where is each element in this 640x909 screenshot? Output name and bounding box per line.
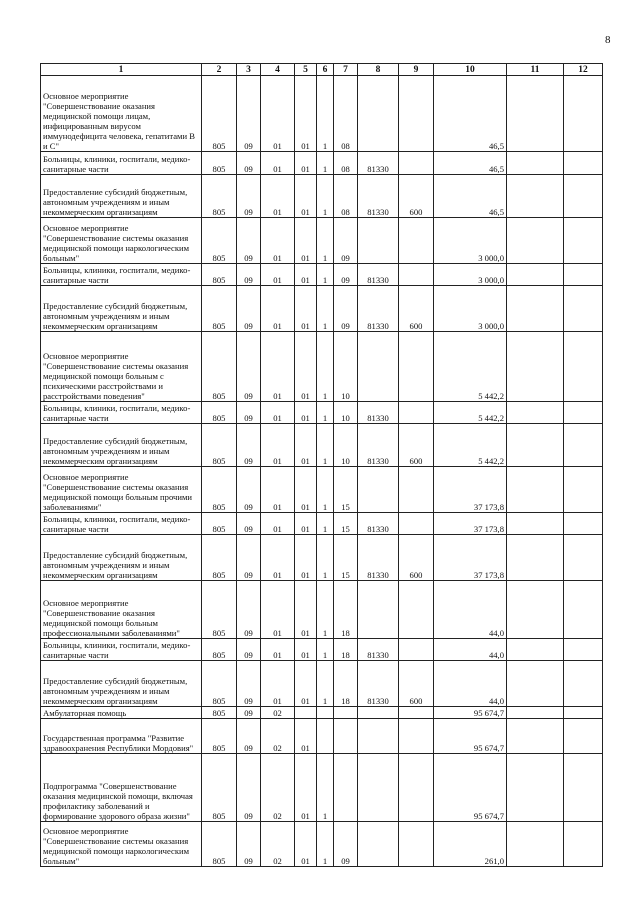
cell-col9: 600 (399, 286, 434, 332)
cell-col11 (507, 218, 564, 264)
cell-col4: 01 (261, 76, 295, 152)
row-description: Больницы, клиники, госпитали, медико-санитарные части (41, 639, 202, 661)
cell-col11 (507, 719, 564, 754)
cell-col12 (564, 76, 603, 152)
row-description: Основное мероприятие "Совершенствование системы оказания медицинской помощи больным с психическими расстройствами и расстройствами поведения" (41, 332, 202, 402)
cell-col2: 805 (202, 218, 237, 264)
cell-col5 (295, 707, 317, 719)
cell-col5: 01 (295, 175, 317, 218)
cell-col2: 805 (202, 661, 237, 707)
cell-col7 (334, 719, 358, 754)
cell-col3: 09 (237, 402, 261, 424)
cell-col2: 805 (202, 286, 237, 332)
cell-col12 (564, 424, 603, 467)
cell-col12 (564, 467, 603, 513)
cell-col4: 01 (261, 467, 295, 513)
cell-col12 (564, 264, 603, 286)
row-description: Предоставление субсидий бюджетным, автономным учреждениям и иным некоммерческим организациям (41, 661, 202, 707)
cell-col7: 10 (334, 332, 358, 402)
table-row (41, 639, 603, 661)
amount-cell: 95 674,7 (434, 707, 507, 719)
table-header-row (41, 64, 603, 76)
cell-col8: 81330 (358, 175, 399, 218)
table-row (41, 707, 603, 719)
cell-col4: 02 (261, 707, 295, 719)
cell-col12 (564, 639, 603, 661)
row-description: Предоставление субсидий бюджетным, автономным учреждениям и иным некоммерческим организациям (41, 286, 202, 332)
cell-col4: 01 (261, 175, 295, 218)
amount-cell: 37 173,8 (434, 513, 507, 535)
cell-col8: 81330 (358, 152, 399, 175)
cell-col9 (399, 581, 434, 639)
cell-col6: 1 (317, 218, 334, 264)
cell-col4: 01 (261, 639, 295, 661)
cell-col5: 01 (295, 513, 317, 535)
row-description: Основное мероприятие "Совершенствование оказания медицинской помощи лицам, инфицированным вирусом иммунодефицита человека, гепатитами В и С" (41, 76, 202, 152)
cell-col6: 1 (317, 286, 334, 332)
cell-col2: 805 (202, 581, 237, 639)
cell-col2: 805 (202, 175, 237, 218)
cell-col11 (507, 286, 564, 332)
cell-col3: 09 (237, 661, 261, 707)
cell-col11 (507, 535, 564, 581)
cell-col6: 1 (317, 467, 334, 513)
cell-col8: 81330 (358, 286, 399, 332)
cell-col6: 1 (317, 581, 334, 639)
cell-col9 (399, 719, 434, 754)
cell-col2: 805 (202, 467, 237, 513)
cell-col6: 1 (317, 535, 334, 581)
cell-col9 (399, 152, 434, 175)
row-description: Предоставление субсидий бюджетным, автономным учреждениям и иным некоммерческим организациям (41, 424, 202, 467)
col-header: 6 (317, 64, 334, 76)
table-row (41, 467, 603, 513)
cell-col3: 09 (237, 719, 261, 754)
table-row (41, 535, 603, 581)
cell-col5: 01 (295, 76, 317, 152)
cell-col11 (507, 754, 564, 822)
table-row (41, 76, 603, 152)
budget-table (40, 63, 603, 867)
cell-col8 (358, 707, 399, 719)
cell-col3: 09 (237, 424, 261, 467)
table-row (41, 661, 603, 707)
cell-col6: 1 (317, 402, 334, 424)
cell-col3: 09 (237, 467, 261, 513)
amount-cell: 95 674,7 (434, 719, 507, 754)
cell-col4: 01 (261, 218, 295, 264)
cell-col8: 81330 (358, 513, 399, 535)
cell-col4: 01 (261, 264, 295, 286)
amount-cell: 3 000,0 (434, 264, 507, 286)
cell-col8 (358, 467, 399, 513)
cell-col5: 01 (295, 581, 317, 639)
cell-col4: 02 (261, 719, 295, 754)
cell-col8 (358, 332, 399, 402)
cell-col5: 01 (295, 639, 317, 661)
cell-col5: 01 (295, 822, 317, 867)
amount-cell: 261,0 (434, 822, 507, 867)
cell-col12 (564, 286, 603, 332)
cell-col12 (564, 581, 603, 639)
amount-cell: 95 674,7 (434, 754, 507, 822)
col-header: 10 (434, 64, 507, 76)
cell-col3: 09 (237, 286, 261, 332)
row-description: Амбулаторная помощь (41, 707, 202, 719)
cell-col9 (399, 467, 434, 513)
cell-col9 (399, 218, 434, 264)
cell-col3: 09 (237, 581, 261, 639)
cell-col2: 805 (202, 719, 237, 754)
col-header: 5 (295, 64, 317, 76)
cell-col6: 1 (317, 76, 334, 152)
cell-col7: 08 (334, 175, 358, 218)
cell-col7: 15 (334, 535, 358, 581)
amount-cell: 5 442,2 (434, 332, 507, 402)
cell-col5: 01 (295, 332, 317, 402)
table-row (41, 175, 603, 218)
cell-col3: 09 (237, 822, 261, 867)
cell-col8: 81330 (358, 535, 399, 581)
cell-col3: 09 (237, 332, 261, 402)
row-description: Предоставление субсидий бюджетным, автономным учреждениям и иным некоммерческим организациям (41, 535, 202, 581)
cell-col2: 805 (202, 535, 237, 581)
cell-col5: 01 (295, 754, 317, 822)
cell-col4: 02 (261, 822, 295, 867)
cell-col4: 01 (261, 152, 295, 175)
cell-col2: 805 (202, 152, 237, 175)
col-header: 7 (334, 64, 358, 76)
cell-col8: 81330 (358, 264, 399, 286)
cell-col11 (507, 76, 564, 152)
cell-col3: 09 (237, 535, 261, 581)
cell-col12 (564, 707, 603, 719)
amount-cell: 44,0 (434, 581, 507, 639)
cell-col2: 805 (202, 402, 237, 424)
cell-col8 (358, 822, 399, 867)
cell-col12 (564, 822, 603, 867)
amount-cell: 5 442,2 (434, 424, 507, 467)
cell-col12 (564, 218, 603, 264)
cell-col3: 09 (237, 175, 261, 218)
cell-col9: 600 (399, 535, 434, 581)
cell-col2: 805 (202, 513, 237, 535)
cell-col3: 09 (237, 754, 261, 822)
cell-col9 (399, 822, 434, 867)
row-description: Подпрограмма "Совершенствование оказания медицинской помощи, включая профилактику заболеваний и формирование здорового образа жизни" (41, 754, 202, 822)
amount-cell: 46,5 (434, 76, 507, 152)
cell-col12 (564, 513, 603, 535)
cell-col2: 805 (202, 424, 237, 467)
cell-col11 (507, 175, 564, 218)
cell-col2: 805 (202, 76, 237, 152)
cell-col12 (564, 535, 603, 581)
table-row (41, 822, 603, 867)
amount-cell: 44,0 (434, 661, 507, 707)
cell-col2: 805 (202, 754, 237, 822)
cell-col7: 15 (334, 467, 358, 513)
cell-col9 (399, 707, 434, 719)
cell-col9 (399, 402, 434, 424)
cell-col12 (564, 332, 603, 402)
cell-col8 (358, 754, 399, 822)
cell-col11 (507, 424, 564, 467)
cell-col12 (564, 719, 603, 754)
cell-col2: 805 (202, 332, 237, 402)
amount-cell: 46,5 (434, 152, 507, 175)
row-description: Основное мероприятие "Совершенствование системы оказания медицинской помощи наркологическим больным" (41, 218, 202, 264)
cell-col11 (507, 152, 564, 175)
cell-col6: 1 (317, 175, 334, 218)
cell-col7: 18 (334, 581, 358, 639)
cell-col5: 01 (295, 402, 317, 424)
cell-col3: 09 (237, 76, 261, 152)
cell-col6: 1 (317, 822, 334, 867)
cell-col3: 09 (237, 707, 261, 719)
table-row (41, 152, 603, 175)
cell-col6: 1 (317, 264, 334, 286)
cell-col7 (334, 707, 358, 719)
cell-col4: 01 (261, 661, 295, 707)
cell-col2: 805 (202, 264, 237, 286)
cell-col7: 15 (334, 513, 358, 535)
cell-col11 (507, 707, 564, 719)
cell-col11 (507, 581, 564, 639)
cell-col5: 01 (295, 218, 317, 264)
cell-col12 (564, 152, 603, 175)
cell-col5: 01 (295, 286, 317, 332)
cell-col8 (358, 581, 399, 639)
cell-col11 (507, 264, 564, 286)
cell-col2: 805 (202, 707, 237, 719)
cell-col7: 18 (334, 661, 358, 707)
cell-col3: 09 (237, 218, 261, 264)
col-header: 2 (202, 64, 237, 76)
col-header: 12 (564, 64, 603, 76)
cell-col7: 09 (334, 264, 358, 286)
cell-col7: 09 (334, 822, 358, 867)
table-row (41, 754, 603, 822)
cell-col11 (507, 822, 564, 867)
table-row (41, 332, 603, 402)
cell-col4: 01 (261, 286, 295, 332)
col-header: 9 (399, 64, 434, 76)
cell-col11 (507, 639, 564, 661)
col-header: 11 (507, 64, 564, 76)
cell-col5: 01 (295, 424, 317, 467)
cell-col2: 805 (202, 822, 237, 867)
cell-col9 (399, 639, 434, 661)
table-row (41, 286, 603, 332)
cell-col3: 09 (237, 513, 261, 535)
cell-col5: 01 (295, 661, 317, 707)
cell-col8: 81330 (358, 639, 399, 661)
table-row (41, 581, 603, 639)
cell-col3: 09 (237, 264, 261, 286)
cell-col4: 01 (261, 402, 295, 424)
cell-col9 (399, 754, 434, 822)
row-description: Больницы, клиники, госпитали, медико-санитарные части (41, 264, 202, 286)
cell-col6: 1 (317, 332, 334, 402)
amount-cell: 37 173,8 (434, 535, 507, 581)
cell-col5: 01 (295, 467, 317, 513)
row-description: Больницы, клиники, госпитали, медико-санитарные части (41, 513, 202, 535)
cell-col5: 01 (295, 152, 317, 175)
cell-col11 (507, 513, 564, 535)
cell-col11 (507, 402, 564, 424)
cell-col6: 1 (317, 152, 334, 175)
cell-col2: 805 (202, 639, 237, 661)
cell-col6: 1 (317, 661, 334, 707)
cell-col4: 01 (261, 424, 295, 467)
row-description: Предоставление субсидий бюджетным, автономным учреждениям и иным некоммерческим организациям (41, 175, 202, 218)
cell-col5: 01 (295, 264, 317, 286)
row-description: Основное мероприятие "Совершенствование оказания медицинской помощи больным профессиональными заболеваниями" (41, 581, 202, 639)
cell-col9: 600 (399, 661, 434, 707)
table-row (41, 264, 603, 286)
cell-col6: 1 (317, 424, 334, 467)
cell-col4: 01 (261, 535, 295, 581)
row-description: Основное мероприятие "Совершенствование системы оказания медицинской помощи больным прочими заболеваниями" (41, 467, 202, 513)
cell-col8 (358, 218, 399, 264)
cell-col12 (564, 754, 603, 822)
row-description: Больницы, клиники, госпитали, медико-санитарные части (41, 152, 202, 175)
cell-col5: 01 (295, 535, 317, 581)
cell-col9: 600 (399, 424, 434, 467)
col-header: 4 (261, 64, 295, 76)
cell-col3: 09 (237, 152, 261, 175)
cell-col12 (564, 175, 603, 218)
amount-cell: 44,0 (434, 639, 507, 661)
table-row (41, 218, 603, 264)
cell-col9: 600 (399, 175, 434, 218)
amount-cell: 37 173,8 (434, 467, 507, 513)
cell-col6: 1 (317, 513, 334, 535)
cell-col7: 09 (334, 286, 358, 332)
cell-col3: 09 (237, 639, 261, 661)
cell-col7: 09 (334, 218, 358, 264)
cell-col7: 08 (334, 76, 358, 152)
cell-col4: 01 (261, 581, 295, 639)
amount-cell: 5 442,2 (434, 402, 507, 424)
row-description: Государственная программа "Развитие здравоохранения Республики Мордовия" (41, 719, 202, 754)
cell-col7: 08 (334, 152, 358, 175)
amount-cell: 46,5 (434, 175, 507, 218)
cell-col7: 18 (334, 639, 358, 661)
cell-col6 (317, 707, 334, 719)
cell-col5: 01 (295, 719, 317, 754)
col-header: 1 (41, 64, 202, 76)
cell-col9 (399, 513, 434, 535)
col-header: 8 (358, 64, 399, 76)
cell-col7: 10 (334, 402, 358, 424)
cell-col9 (399, 264, 434, 286)
cell-col4: 01 (261, 513, 295, 535)
cell-col11 (507, 467, 564, 513)
cell-col8: 81330 (358, 402, 399, 424)
cell-col12 (564, 402, 603, 424)
cell-col11 (507, 332, 564, 402)
cell-col9 (399, 332, 434, 402)
col-header: 3 (237, 64, 261, 76)
cell-col12 (564, 661, 603, 707)
row-description: Больницы, клиники, госпитали, медико-санитарные части (41, 402, 202, 424)
cell-col6: 1 (317, 639, 334, 661)
cell-col8: 81330 (358, 424, 399, 467)
row-description: Основное мероприятие "Совершенствование системы оказания медицинской помощи наркологическим больным" (41, 822, 202, 867)
cell-col8: 81330 (358, 661, 399, 707)
cell-col9 (399, 76, 434, 152)
table-row (41, 513, 603, 535)
table-row (41, 424, 603, 467)
table-row (41, 719, 603, 754)
cell-col4: 01 (261, 332, 295, 402)
amount-cell: 3 000,0 (434, 218, 507, 264)
cell-col4: 02 (261, 754, 295, 822)
cell-col8 (358, 76, 399, 152)
cell-col7 (334, 754, 358, 822)
cell-col7: 10 (334, 424, 358, 467)
cell-col8 (358, 719, 399, 754)
cell-col6: 1 (317, 754, 334, 822)
table-row (41, 402, 603, 424)
cell-col6 (317, 719, 334, 754)
page-number: 8 (605, 34, 611, 46)
amount-cell: 3 000,0 (434, 286, 507, 332)
cell-col11 (507, 661, 564, 707)
